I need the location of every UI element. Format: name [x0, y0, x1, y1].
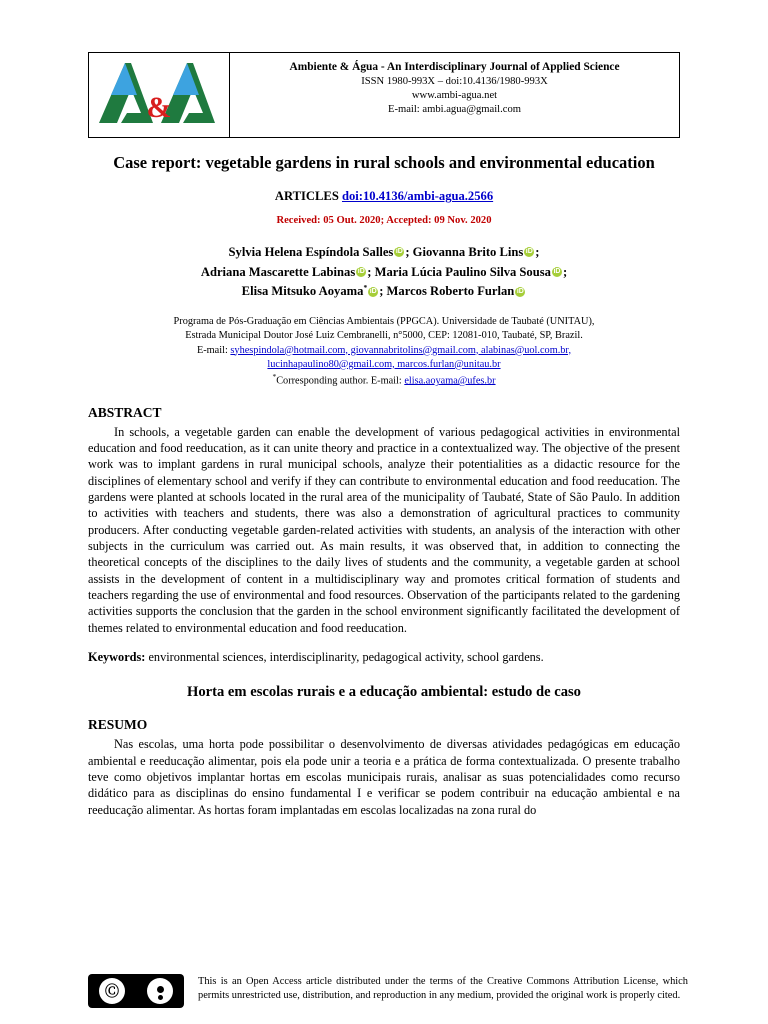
author-name: ; Marcos Roberto Furlan — [379, 284, 515, 299]
orcid-icon[interactable] — [368, 287, 378, 297]
keywords-text: environmental sciences, interdisciplinarity, pedagogical activity, school gardens. — [145, 650, 544, 665]
abstract-text: In schools, a vegetable garden can enable the development of various pedagogical activities in environmental education and food reeducation, as it can unite theory and practice in a contextualized way. The objective of the present work was to implant gardens in rural municipal schools, analyze their potentialities as a didactic resource for the disciplines of elementary school and verify if they can contribute to environmental education and food reeducation. The gardens were planted at schools located in the rural area of the municipality of Taubaté, State of São Paulo. In addition to activities with teachers and students, there was also a demonstration of agricultural practices to community producers. After conducting vegetable garden-related activities with students, an analysis of the interaction with other subjects in the curriculum was carried out. As main results, it was observed that, in addition to connecting the theoretical concepts of the disciplines to the daily lives of students and the community, a vegetable garden at school assists in the development of content in a multidisciplinary way and promotes critical formation of students and teachers regarding the use of environmental and food resources. Observation of the participants related to the gardening activities supports the conclusion that the garden in the school environment significantly facilitated the development of themes related to environmental education and food reeducation. — [88, 424, 680, 635]
corresponding-label: Corresponding author. E-mail: — [276, 375, 405, 387]
cc-icon: Ⓒ — [99, 978, 125, 1004]
orcid-icon[interactable] — [552, 267, 562, 277]
received-accepted-dates: Received: 05 Out. 2020; Accepted: 09 Nov. 2020 — [276, 215, 492, 227]
orcid-icon[interactable] — [394, 247, 404, 257]
journal-email[interactable]: E-mail: ambi.agua@gmail.com — [387, 103, 522, 115]
orcid-icon[interactable] — [524, 247, 534, 257]
article-section-line — [88, 189, 680, 204]
journal-logo — [89, 53, 230, 137]
affiliation-line: Estrada Municipal Doutor José Luiz Cembranelli, n°5000, CEP: 12081-010, Taubaté, SP, Brazil. — [185, 330, 583, 342]
orcid-icon[interactable] — [515, 287, 525, 297]
affiliation-emails-line — [88, 344, 680, 358]
orcid-icon[interactable] — [356, 267, 366, 277]
author-line-1 — [88, 243, 680, 263]
portuguese-title: Horta em escolas rurais e a educação ambiental: estudo de caso — [187, 684, 581, 701]
affiliation-block — [88, 315, 680, 388]
author-line-3 — [88, 282, 680, 302]
creative-commons-badge[interactable] — [88, 974, 184, 1008]
journal-title: Ambiente & Água - An Interdisciplinary Journal of Applied Science — [289, 61, 620, 73]
journal-header — [88, 52, 680, 138]
corresponding-author-line — [88, 372, 680, 389]
author-separator: ; — [535, 245, 540, 260]
keywords-label: Keywords: — [88, 650, 146, 665]
resumo-heading: RESUMO — [88, 717, 148, 733]
abstract-heading: ABSTRACT — [88, 404, 162, 420]
author-list — [88, 243, 680, 302]
author-name: Sylvia Helena Espíndola Salles — [228, 245, 394, 260]
author-name: ; Giovanna Brito Lins — [405, 245, 524, 260]
author-emails[interactable]: syhespindola@hotmail.com, giovannabritolins@gmail.com, alabinas@uol.com.br, — [230, 344, 572, 356]
aa-logo-icon — [91, 55, 227, 135]
svg-text:&: & — [146, 91, 172, 124]
corresponding-marker: * — [363, 283, 368, 293]
keywords-line — [88, 649, 680, 665]
page-title: Case report: vegetable gardens in rural schools and environmental education — [113, 153, 655, 172]
license-footer — [88, 974, 688, 1008]
journal-header-text — [230, 53, 679, 137]
person-glyph — [157, 986, 164, 993]
journal-issn: ISSN 1980-993X – doi:10.4136/1980-993X — [361, 76, 548, 88]
journal-website[interactable]: www.ambi-agua.net — [411, 90, 498, 102]
license-text: This is an Open Access article distributed under the terms of the Creative Commons Attribution License, which permits unrestricted use, distribution, and reproduction in any medium, provided the original work is properly cited. — [198, 976, 688, 1001]
doi-link[interactable]: doi:10.4136/ambi-agua.2566 — [341, 189, 494, 204]
corresponding-marker: * — [272, 371, 277, 381]
affiliation-emails-line — [88, 358, 680, 372]
author-name: Elisa Mitsuko Aoyama — [241, 284, 364, 299]
section-label: ARTICLES — [274, 189, 339, 204]
cc-by-icon — [147, 978, 173, 1004]
email-label: E-mail: — [196, 344, 231, 356]
author-emails[interactable]: lucinhapaulino80@gmail.com, marcos.furlan@unitau.br — [267, 358, 501, 370]
author-line-2 — [88, 263, 680, 283]
author-name: Adriana Mascarette Labinas — [200, 264, 356, 279]
corresponding-email[interactable]: elisa.aoyama@ufes.br — [404, 375, 496, 387]
author-name: ; Maria Lúcia Paulino Silva Sousa — [367, 264, 551, 279]
author-separator: ; — [562, 264, 568, 279]
resumo-text: Nas escolas, uma horta pode possibilitar o desenvolvimento de diversas atividades pedagógicas em educação ambiental e reeducação alimentar, pois ela pode unir a teoria e a prática de forma contextualizada. O presente trabalho teve como objetivos implantar hortas em escolas municipais rurais, analisar as suas potencialidades como recurso didático para as disciplinas do ensino fundamental I e verificar se podem contribuir na educação ambiental e na reeducação alimentar. As hortas foram implantadas em escolas localizadas na zona rural do — [88, 737, 680, 817]
affiliation-line: Programa de Pós-Graduação em Ciências Ambientais (PPGCA). Universidade de Taubaté (UNITAU), — [173, 316, 595, 328]
